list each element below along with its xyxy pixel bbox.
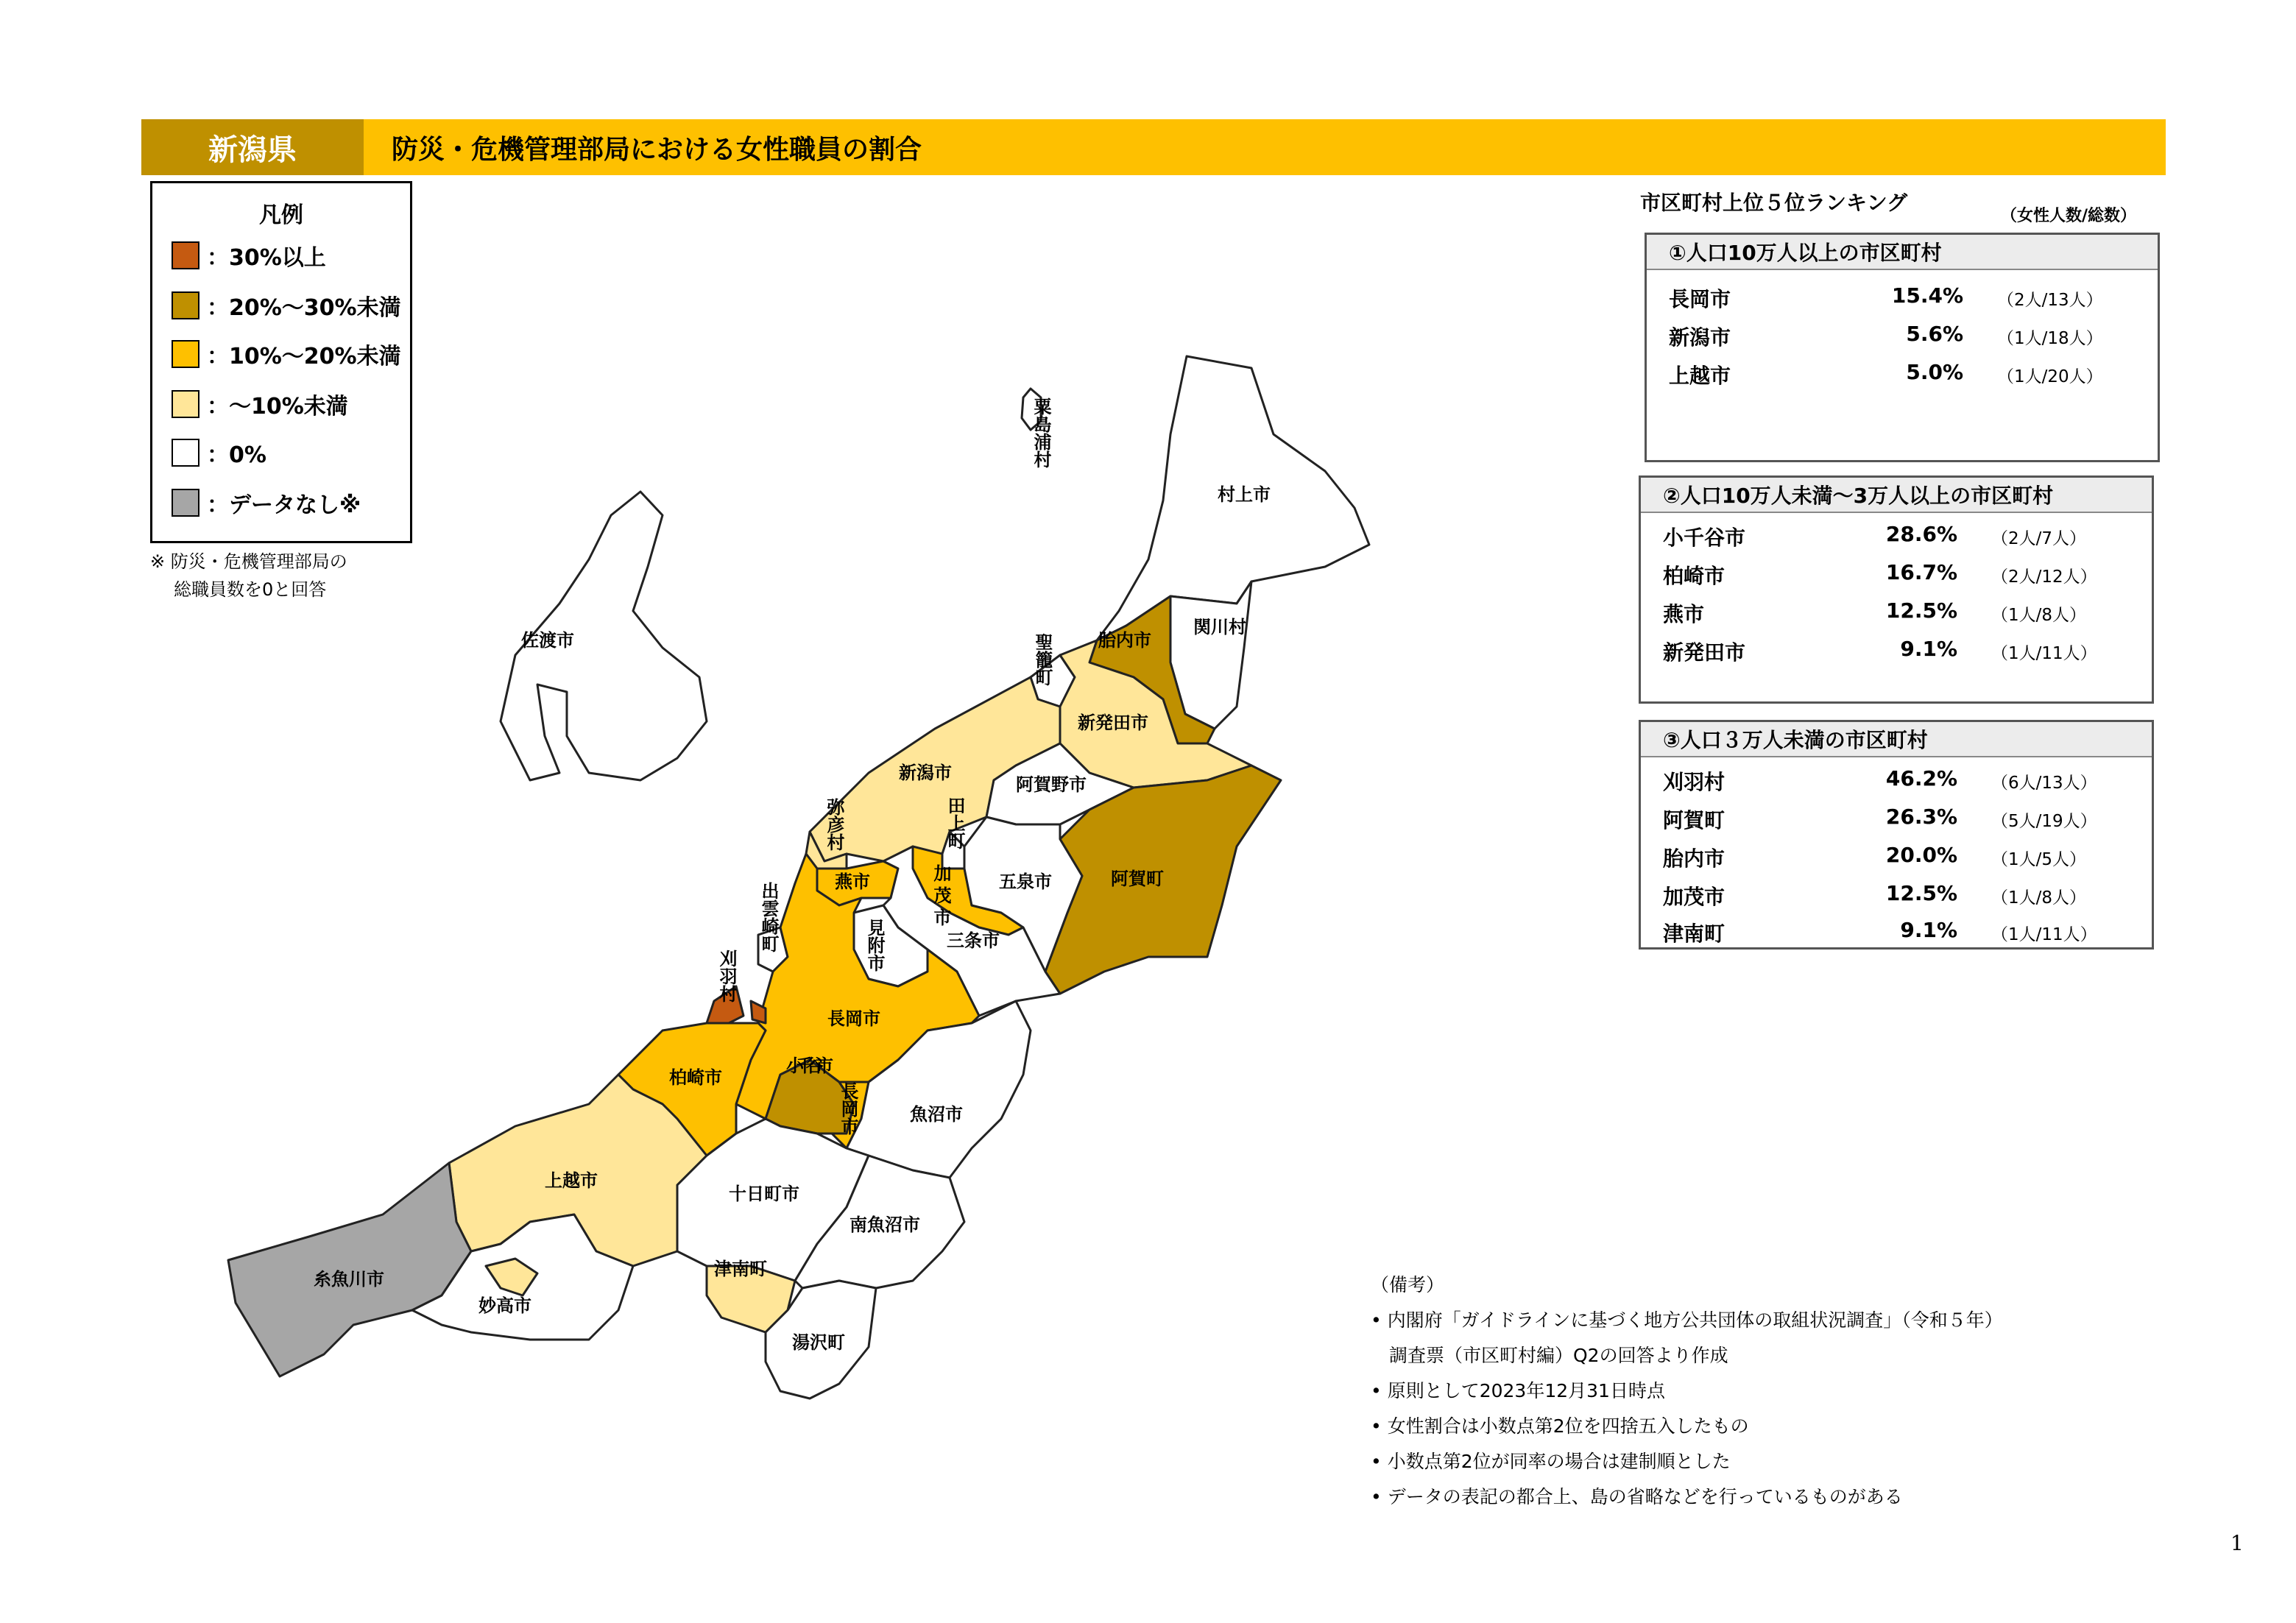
note-line: • データの表記の都合上、島の省略などを行っているものがある (1371, 1486, 1903, 1507)
label-nagaoka: 長岡市 (827, 1008, 880, 1029)
label-shibata: 新発田市 (1078, 713, 1148, 733)
label-joetsu: 上越市 (545, 1170, 598, 1191)
page-number: 1 (2230, 1531, 2244, 1555)
ranking-heading: 市区町村上位５位ランキング (1640, 191, 1908, 215)
ranking-row (1647, 354, 2158, 392)
rank-pct: 15.4% (1891, 283, 1963, 308)
label-sanjo: 三条市 (947, 930, 1000, 951)
legend-label: ：0% (207, 442, 266, 468)
rank-pct: 28.6% (1885, 522, 1957, 546)
note-line: • 原則として2023年12月31日時点 (1371, 1380, 1665, 1401)
label-tsunan: 津南町 (714, 1259, 767, 1279)
rank-name: 新潟市 (1669, 325, 1731, 350)
ranking-box-title: ①人口10万人以上の市区町村 (1647, 235, 2158, 270)
label-kashiwazaki: 柏崎市 (669, 1067, 722, 1088)
ranking-row (1641, 554, 2152, 593)
label-murakami: 村上市 (1218, 484, 1271, 505)
label-sekikawa: 関川村 (1193, 617, 1246, 637)
label-kariwa: 刈羽村 (716, 950, 737, 1003)
legend (150, 181, 412, 543)
label-tagami: 田上町 (944, 796, 965, 849)
legend-note-line2: 総職員数を0と回答 (174, 579, 327, 600)
label-yahiko: 弥彦村 (824, 798, 844, 851)
rank-name: 上越市 (1669, 364, 1731, 388)
rank-name: 加茂市 (1663, 885, 1725, 909)
rank-count: （2人/12人） (1991, 567, 2097, 587)
ranking-row (1641, 760, 2152, 799)
label-mitsuke: 見附市 (864, 919, 885, 972)
rank-pct: 5.6% (1906, 322, 1963, 346)
ranking-row (1641, 516, 2152, 554)
rank-name: 燕市 (1663, 602, 1705, 626)
label-ojiya: 小千谷市 (786, 1056, 833, 1076)
legend-label: ：20%～30%未満 (207, 295, 401, 321)
rank-count: （5人/19人） (1991, 812, 2097, 831)
label-awashimaura: 粟島浦村 (1031, 397, 1051, 468)
ranking-box-title: ②人口10万人未満～3万人以上の市区町村 (1641, 478, 2152, 513)
label-tokamachi: 十日町市 (729, 1184, 799, 1204)
label-aga: 阿賀町 (1111, 869, 1164, 889)
notes-title: （備考） (1371, 1274, 1445, 1295)
legend-swatch (172, 340, 199, 368)
legend-swatch (172, 291, 199, 319)
header-bar (141, 119, 2166, 175)
ranking-row (1641, 593, 2152, 631)
rank-count: （1人/11人） (1991, 925, 2097, 944)
label-sado: 佐渡市 (521, 630, 574, 651)
notes (1371, 1267, 2003, 1515)
ranking-box-mid (1639, 475, 2154, 704)
rank-pct: 46.2% (1885, 766, 1957, 791)
rank-count: （1人/11人） (1991, 644, 2097, 663)
rank-name: 柏崎市 (1663, 564, 1725, 588)
note-line: • 女性割合は小数点第2位を四捨五入したもの (1371, 1415, 1749, 1437)
label-tainai: 胎内市 (1098, 630, 1151, 651)
legend-label: ：～10%未満 (207, 394, 348, 420)
legend-swatch (172, 390, 199, 418)
rank-count: （2人/13人） (1997, 291, 2103, 310)
legend-item-30 (172, 239, 326, 272)
rank-name: 刈羽村 (1663, 770, 1725, 794)
label-kamo: 加茂市 (930, 864, 951, 930)
legend-item-under10 (172, 388, 348, 420)
ranking-box-small (1639, 720, 2154, 950)
note-line: 調査票（市区町村編）Q2の回答より作成 (1371, 1345, 1728, 1366)
rank-pct: 20.0% (1885, 843, 1957, 867)
ranking-row (1647, 316, 2158, 354)
label-gosen: 五泉市 (999, 871, 1052, 892)
rank-name: 津南町 (1663, 922, 1725, 946)
legend-swatch (172, 489, 199, 517)
rank-count: （2人/7人） (1991, 529, 2087, 548)
legend-label: ：30%以上 (207, 245, 326, 271)
rank-count: （1人/8人） (1991, 606, 2087, 625)
label-seiro: 聖籠町 (1032, 633, 1053, 686)
ranking-row (1641, 875, 2152, 913)
label-yuzawa: 湯沢町 (792, 1332, 845, 1353)
ranking-row (1641, 631, 2152, 669)
legend-note (150, 548, 347, 604)
ranking-box-title: ③人口３万人未満の市区町村 (1641, 722, 2152, 757)
legend-item-10 (172, 338, 401, 370)
rank-pct: 16.7% (1885, 560, 1957, 584)
rank-pct: 12.5% (1885, 598, 1957, 623)
label-niigata: 新潟市 (899, 763, 952, 783)
legend-item-nodata (172, 487, 361, 519)
ranking-row (1647, 277, 2158, 316)
rank-name: 胎内市 (1663, 846, 1725, 871)
ranking-unit: （女性人数/総数） (2001, 207, 2137, 225)
label-nagaoka2: 長岡市 (838, 1082, 858, 1135)
prefecture-name: 新潟県 (141, 119, 364, 175)
legend-swatch (172, 439, 199, 467)
ranking-box-large (1645, 233, 2160, 462)
legend-label: ：データなし※ (207, 492, 361, 518)
legend-title: 凡例 (259, 202, 303, 228)
rank-count: （1人/8人） (1991, 888, 2087, 908)
note-line: • 小数点第2位が同率の場合は建制順とした (1371, 1451, 1731, 1472)
legend-note-line1: ※ 防災・危機管理部局の (150, 551, 347, 572)
rank-count: （1人/5人） (1991, 850, 2087, 869)
page-title: 防災・危機管理部局における女性職員の割合 (392, 134, 922, 165)
ranking-row (1641, 799, 2152, 837)
label-itoigawa: 糸魚川市 (314, 1269, 384, 1290)
legend-item-zero (172, 436, 266, 469)
rank-pct: 26.3% (1885, 805, 1957, 829)
label-agano: 阿賀野市 (1016, 774, 1087, 795)
legend-item-20 (172, 289, 401, 322)
note-line: • 内閣府「ガイドラインに基づく地方公共団体の取組状況調査」（令和５年） (1371, 1309, 2003, 1331)
rank-name: 阿賀町 (1663, 808, 1725, 832)
rank-pct: 9.1% (1900, 637, 1957, 661)
rank-pct: 12.5% (1885, 881, 1957, 905)
rank-count: （6人/13人） (1991, 774, 2097, 793)
rank-pct: 5.0% (1906, 360, 1963, 384)
legend-label: ：10%～20%未満 (207, 344, 401, 369)
ranking-row (1641, 912, 2152, 950)
label-tsubame: 燕市 (835, 871, 870, 892)
rank-count: （1人/20人） (1997, 367, 2103, 386)
label-izumozaki: 出雲崎町 (758, 882, 779, 952)
rank-name: 小千谷市 (1663, 526, 1746, 550)
legend-swatch (172, 241, 199, 269)
label-minamiuonuma: 南魚沼市 (849, 1214, 920, 1235)
rank-name: 長岡市 (1669, 287, 1731, 311)
rank-name: 新発田市 (1663, 640, 1746, 665)
rank-pct: 9.1% (1900, 918, 1957, 942)
rank-count: （1人/18人） (1997, 329, 2103, 348)
label-myoko: 妙高市 (478, 1295, 531, 1316)
label-uonuma: 魚沼市 (910, 1104, 963, 1125)
ranking-row (1641, 837, 2152, 875)
